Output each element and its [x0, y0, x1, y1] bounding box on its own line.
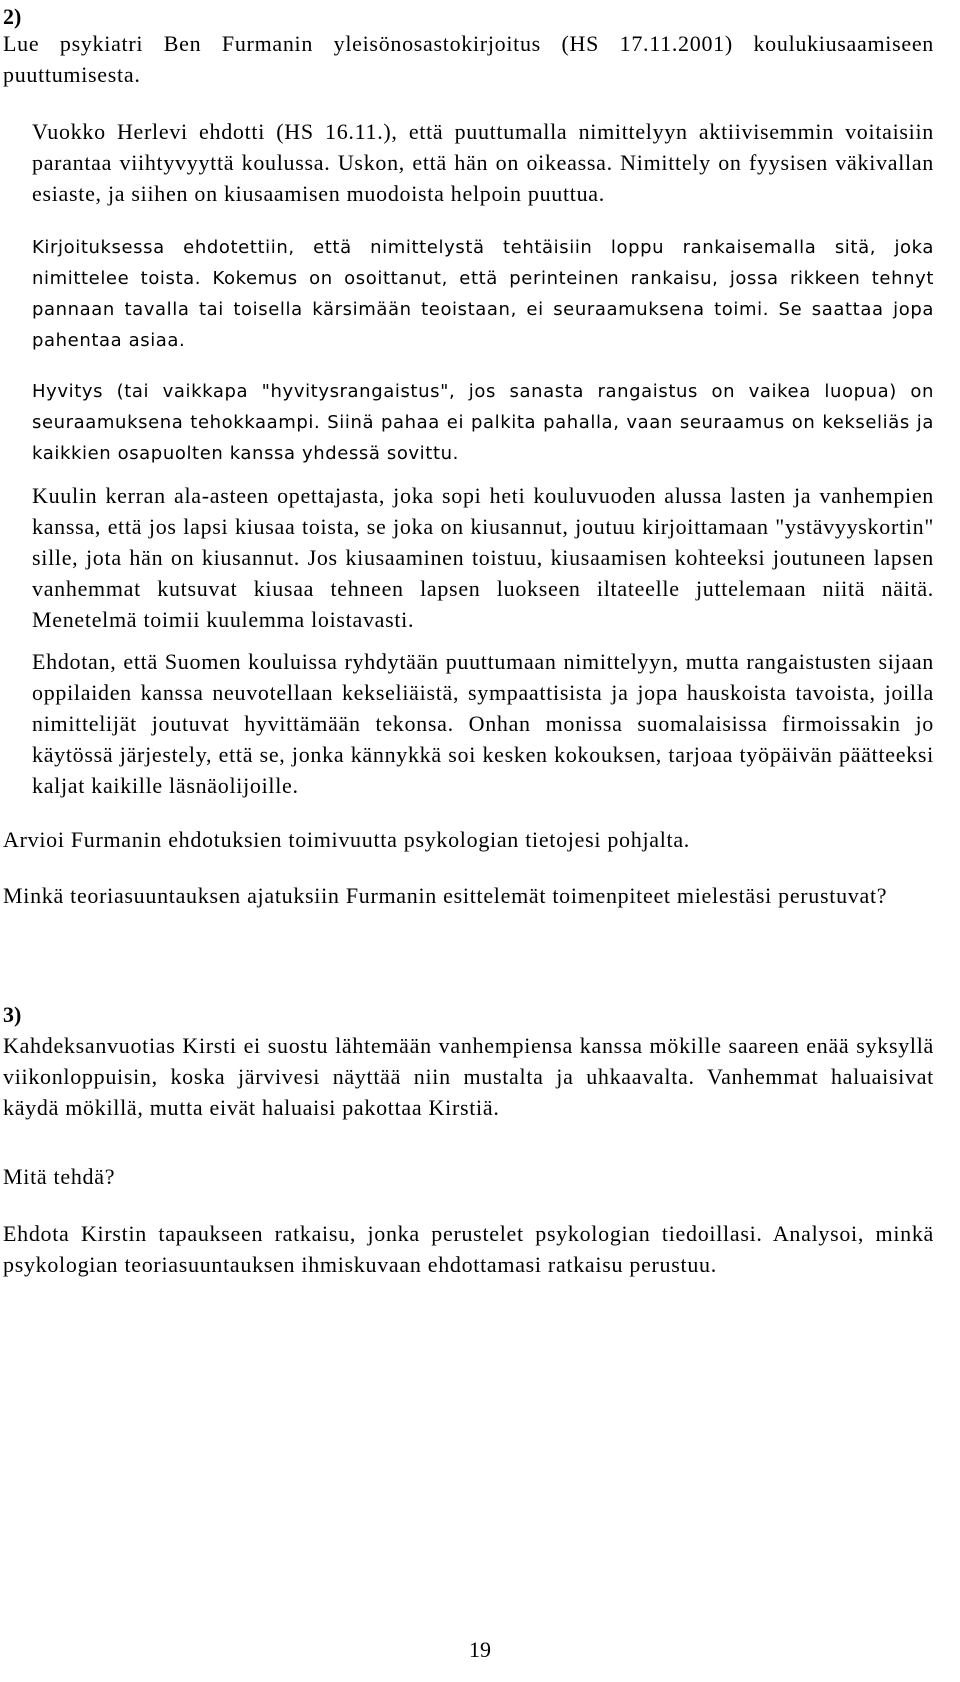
- section-2-question-1: Arvioi Furmanin ehdotuksien toimivuutta psykologian tietojesi pohjalta.: [3, 827, 691, 852]
- article-paragraph-3: Hyvitys (tai vaikkapa "hyvitysrangaistus", jos sanasta rangaistus on vaikea luopua) on seuraamuksena tehokkaampi. Siinä pahaa ei palkita pahalla, vaan seuraamus on kekseliäs ja kaikkien osapuolten kanssa yhdessä sovittu.: [32, 381, 934, 464]
- section-3-task: Ehdota Kirstin tapaukseen ratkaisu, jonka perustelet psykologian tiedoillasi. Analysoi, minkä psykologian teoriasuuntauksen ihmiskuvaan ehdottamasi ratkaisu perustuu.: [3, 1221, 934, 1277]
- article-paragraph-2: Kirjoituksessa ehdotettiin, että nimittelystä tehtäisiin loppu rankaisemalla sitä, joka nimittelee toista. Kokemus on osoittanut, että perinteinen rankaisu, jossa rikkeen tehnyt pannaan tavalla tai toisella kärsimään teoistaan, ei seuraamuksena toimi. Se saattaa jopa pahentaa asiaa.: [32, 237, 934, 351]
- article-paragraph-4: Kuulin kerran ala-asteen opettajasta, joka sopi heti kouluvuoden alussa lasten ja vanhempien kanssa, että jos lapsi kiusaa toista, se joka on kiusannut, joutuu kirjoittamaan "ystävyyskortin" sille, jota hän on kiusannut. Jos kiusaaminen toistuu, kiusaamisen kohteeksi joutuneen lapsen vanhemmat kutsuvat kiusaa tehneen lapsen luokseen iltateelle juttelemaan niitä näitä. Menetelmä toimii kuulemma loistavasti.: [32, 483, 934, 632]
- section-2-task: Lue psykiatri Ben Furmanin yleisönosastokirjoitus (HS 17.11.2001) koulukiusaamiseen puuttumisesta.: [3, 31, 934, 87]
- section-3-number: 3): [3, 1002, 22, 1027]
- section-3-case: Kahdeksanvuotias Kirsti ei suostu lähtemään vanhempiensa kanssa mökille saareen enää syksyllä viikonloppuisin, koska järvivesi näyttää niin mustalta ja uhkaavalta. Vanhemmat haluaisivat käydä mökillä, mutta eivät haluaisi pakottaa Kirstiä.: [3, 1033, 934, 1120]
- page-number: 19: [469, 1637, 491, 1662]
- article-paragraph-1: Vuokko Herlevi ehdotti (HS 16.11.), että puuttumalla nimittelyyn aktiivisemmin voitaisiin parantaa viihtyvyyttä koulussa. Uskon, että hän on oikeassa. Nimittely on fyysisen väkivallan esiaste, ja siihen on kiusaamisen muodoista helpoin puuttua.: [32, 119, 934, 206]
- section-2-number: 2): [3, 4, 22, 29]
- article-paragraph-5: Ehdotan, että Suomen kouluissa ryhdytään puuttumaan nimittelyyn, mutta rangaistusten sijaan oppilaiden kanssa neuvotellaan kekseliäistä, sympaattisista ja jopa hauskoista tavoista, joilla nimittelijät joutuvat hyvittämään tekonsa. Onhan monissa suomalaisissa firmoissakin jo käytössä järjestely, että se, jonka kännykkä soi kesken kokouksen, tarjoaa työpäivän päätteeksi kaljat kaikille läsnäolijoille.: [32, 649, 934, 798]
- section-2-question-2: Minkä teoriasuuntauksen ajatuksiin Furmanin esittelemät toimenpiteet mielestäsi perustuvat?: [3, 883, 888, 908]
- section-3-question: Mitä tehdä?: [3, 1164, 116, 1189]
